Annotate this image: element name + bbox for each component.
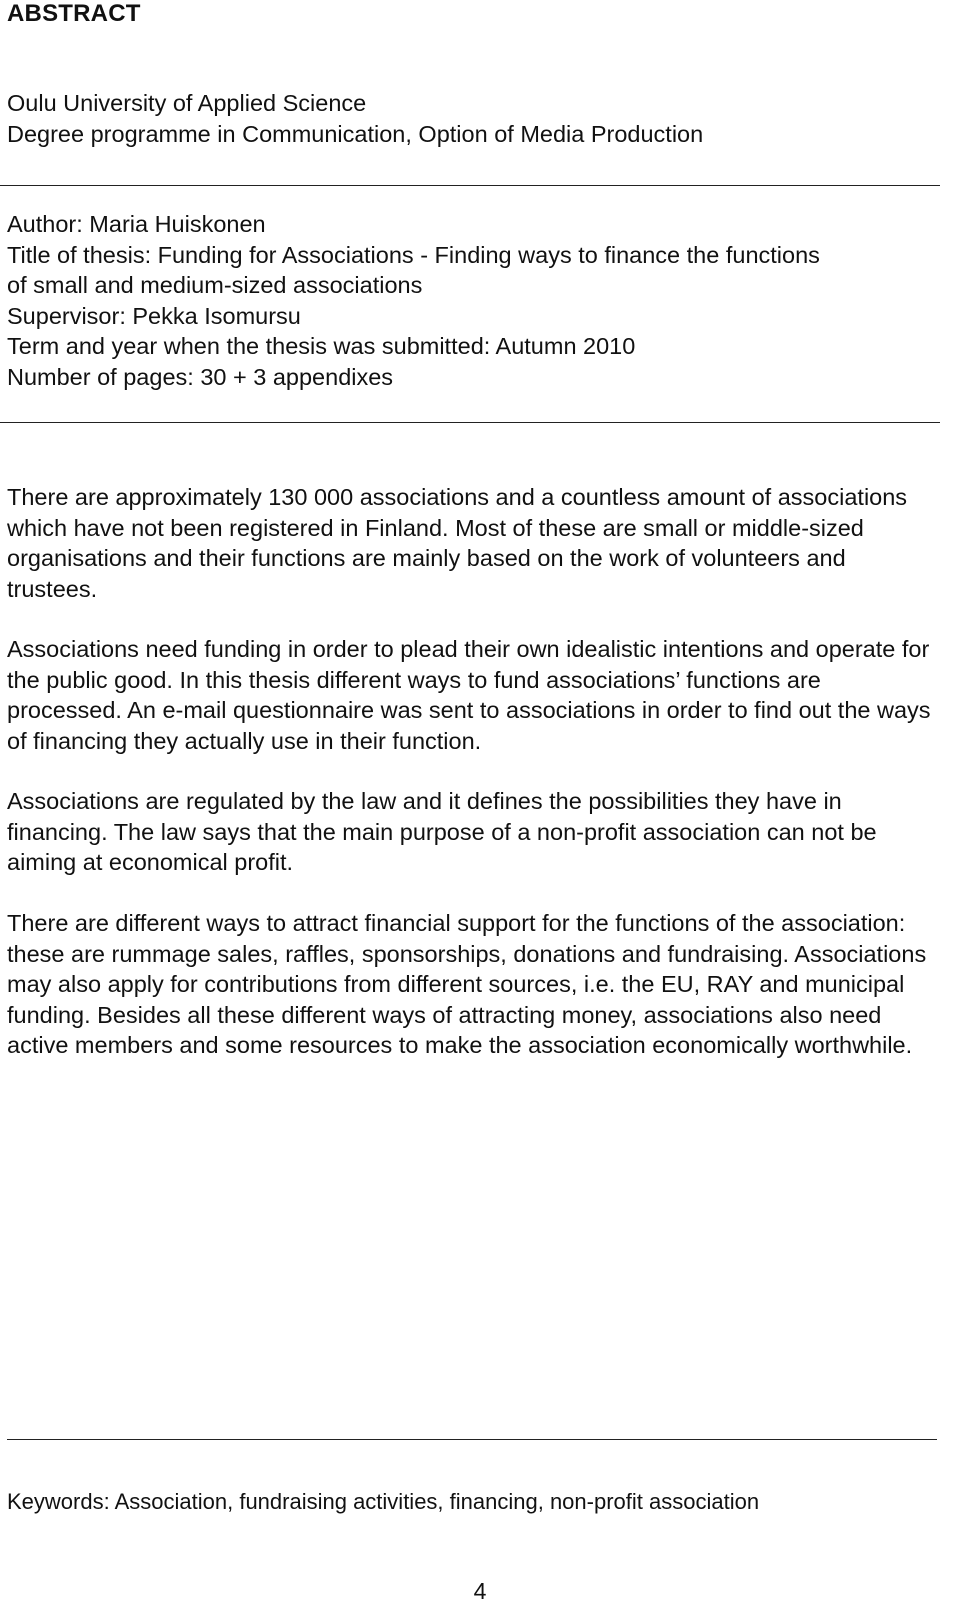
title-line-1: Title of thesis: Funding for Associations - Finding ways to finance the functions (7, 241, 820, 268)
abstract-paragraph-2: Associations need funding in order to plead their own idealistic intentions and operate for the public good. In this thesis different ways to fund associations’ functions are processed. An e-mail questionnaire was sent to associations in order to find out the ways of financing they actually use in their function. (7, 636, 931, 754)
title-line-2: of small and medium-sized associations (7, 272, 423, 298)
keywords-line: Keywords: Association, fundraising activities, financing, non-profit association (7, 1489, 760, 1514)
thesis-info-block (7, 209, 937, 392)
divider-bottom (7, 1439, 937, 1440)
institution-block (7, 88, 937, 149)
pages-line: Number of pages: 30 + 3 appendixes (7, 363, 394, 390)
term-line: Term and year when the thesis was submitted: Autumn 2010 (7, 333, 636, 359)
abstract-paragraph-3: Associations are regulated by the law and it defines the possibilities they have in financing. The law says that the main purpose of a non-profit association can not be aiming at economical profit. (7, 788, 877, 875)
abstract-paragraph-1: There are approximately 130 000 associations and a countless amount of associations which have not been registered in Finland. Most of these are small or middle-sized organisations and their functions are mainly based on the work of volunteers and trustees. (7, 484, 908, 602)
degree-programme: Degree programme in Communication, Option of Media Production (7, 120, 704, 147)
abstract-paragraph-4: There are different ways to attract financial support for the functions of the association: these are rummage sales, raffles, sponsorships, donations and fundraising. Associations may also apply for contributions from different sources, i.e. the EU, RAY and municipal funding. Besides all these different ways of attracting money, associations also need active members and some resources to make the association economically worthwhile. (7, 910, 927, 1058)
author-line: Author: Maria Huiskonen (7, 211, 266, 237)
supervisor-line: Supervisor: Pekka Isomursu (7, 302, 301, 329)
page-number: 4 (473, 1578, 487, 1604)
divider-top (0, 185, 940, 186)
divider-middle (0, 422, 940, 423)
university-name: Oulu University of Applied Science (7, 90, 367, 116)
page-heading: ABSTRACT (7, 0, 141, 27)
abstract-page (7, 0, 937, 1604)
